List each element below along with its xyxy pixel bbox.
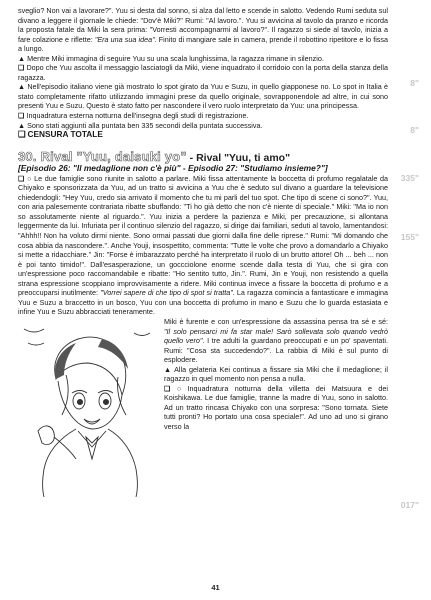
paragraph bbox=[18, 63, 388, 82]
body-text: . La ragazza comincia a fantasticare e immagina Yuu e Suzu a braccetto in un bosco, Yuu con una boccetta di profumo in mano e Suzu che lo guarda estasiata e infine Yuu e Suzu abbracciati teneramente. bbox=[18, 288, 388, 317]
body-text: Alla gelateria Kei continua a fissare sia Miki che il medaglione; il ragazzo in quel momento non pensa a nulla. bbox=[164, 364, 388, 384]
episode-number-title: 30. Rival "Yuu, daisuki yo" bbox=[18, 148, 187, 164]
hollow-circle-icon: ○ bbox=[172, 383, 186, 393]
body-text: Dopo che Yuu ascolta il messaggio lasciatogli da Miki, viene inquadrato il corridoio con la porta della stanza della ragazza. bbox=[18, 63, 388, 82]
black-triangle-icon: ▲ bbox=[18, 120, 26, 130]
paragraph bbox=[18, 54, 388, 64]
timecode-label: 335" bbox=[400, 173, 419, 183]
body-text: Miki è furente e con un'espressione da assassina pensa tra sé e sé: bbox=[164, 316, 388, 326]
body-text: Nell'episodio italiano viene già mostrato lo spot girato da Yuu e Suzu, in quello giapponese no. Lo spot in Italia è stato completamente rifatto utilizzando immagini prese da quello originale, sovrapponendole ad altre, in cui sono presenti Yuu e Suzu. Questo è stato fatto per nascondere il vero ruolo interpretato da Yuu: una principessa. bbox=[18, 82, 388, 111]
miki-illustration bbox=[18, 319, 158, 497]
black-triangle-icon: ▲ bbox=[18, 53, 26, 63]
body-text: Mentre Miki immagina di seguire Yuu su una scala lunghissima, la ragazza rimane in silenzio. bbox=[27, 53, 324, 63]
episode-heading bbox=[18, 148, 388, 174]
italic-quote: "Era una sua idea" bbox=[94, 34, 155, 44]
square-box-icon: ❏ bbox=[18, 63, 25, 73]
hollow-circle-icon: ○ bbox=[26, 173, 33, 183]
anime-illustration bbox=[18, 319, 158, 497]
body-text: sveglio? Non vai a lavorare?". Yuu si desta dal sonno, si alza dal letto e scende in salotto. Vedendo Rumi seduta sul divano a leggere il giornale le chiede: "Dov'è Miki?" Rumi: "Al lavoro.". Yuu si avvicina al tavolo da pranzo e ricorda la proposta fatale da Miki la sera prima: "Vorresti accompagnarmi al lavoro?". Il ragazzo si siede al tavolo, inizia a fare colazione e riflette: bbox=[18, 6, 388, 44]
italic-quote: "Il solo pensarci mi fa star male! Sarò sollevata solo quando vedrò quello vero" bbox=[164, 326, 388, 346]
paragraph bbox=[18, 111, 388, 121]
censura-label bbox=[18, 130, 388, 140]
paragraph bbox=[18, 82, 388, 111]
black-triangle-icon: ▲ bbox=[18, 82, 26, 92]
square-box-icon: ❏ bbox=[164, 383, 171, 393]
text-column bbox=[18, 6, 388, 497]
square-box-icon: ❏ bbox=[18, 111, 25, 121]
paragraph bbox=[18, 6, 388, 54]
body-text: . Finito di mangiare sale in camera, prende il robottino ripetitore e lo fissa a lungo. bbox=[18, 34, 388, 54]
italic-quote: "Vorrei sapere di che tipo di spot si tratta" bbox=[100, 288, 233, 298]
body-text: Inquadratura notturna della villetta dei Matsuura e dei Koishikawa. Le due famiglie, tranne la madre di Yuu, sono in salotto. Ad un tratto rincasa Chiyako con una sorpresa: "Sono tornata. Siete tutti pronti? Ho portato una cosa speciale!". Ad uno ad uno si girano verso la bbox=[164, 383, 389, 431]
timecode-label: 8" bbox=[410, 125, 419, 135]
square-box-icon: ❏ bbox=[18, 129, 26, 140]
timecode-label: 155" bbox=[400, 232, 419, 242]
body-text: Le due famiglie sono riunite in salotto a parlare. Miki fissa attentamente la boccetta di profumo regalatale da Chiyako e sponsorizzata da Yuu, ad un tratto si avvicina a Yuu che è seduto sul divano a guardare la televisione chiedendogli: "Hey Yuu, credo sia arrivato il momento che tu mi parli del tuo spot. Che tipo di scene ci sono?". Yuu, con aria palesemente contrariata ribatte sbuffando: "Ti ho già detto che non c'è niente di speciale." Miki: "Ma io non so assolutamente niente al riguardo.". Yuu inizia a perdere la pazienza e Miki, per precauzione, si allontana leggermente da lui. Infuriata per il continuo silenzio del ragazzo, si dirige dai familiari, seduti al tavolo, lamentandosi: "Ahhh!! Non ha voluto dirmi niente. Sono ormai passati due giorni dalla fine delle riprese." Rumi: "Mi domando che cosa abbia da nascondere.". Anche Youji, insospettito, commenta: "Tutte le volte che provo a domandarlo a Chiyako si mette a ridacchiare." Jin: "Forse è imbarazzato perché ha interpretato il ruolo di un brutto attore! Oh ... beh ... non è poi tanto timido!". Dall'esasperazione, un goccciolone enorme scende dalla testa di Yuu, che si gira con un'espressione poco raccomandabile e ribatte: "Ho sentito tutto, Jin.". Rumi, Jin e Youji, non resistendo a quella strana espressione scoppiano improvvisamente a ridere. Miki continua invece a fissare la boccetta di profumo e a preoccuparsi inutilmente: bbox=[18, 173, 388, 298]
paragraph bbox=[18, 174, 388, 317]
body-text: Sono stati aggiunti alla puntata ben 335 secondi della puntata successiva. bbox=[27, 120, 263, 130]
body-text: . I tre adulti la guardano preoccupati e un po' spaventati. Rumi: "Cosa sta succedendo?". La rabbia di Miki è sul punto di esplodere. bbox=[164, 336, 388, 365]
square-box-icon: ❏ bbox=[18, 173, 25, 183]
page-number: 41 bbox=[211, 583, 220, 592]
timecode-label: 017" bbox=[400, 500, 419, 510]
censura-text: CENSURA TOTALE bbox=[27, 129, 103, 140]
body-text: Inquadratura esterna notturna dell'insegna degli studi di registrazione. bbox=[26, 111, 249, 121]
episode-title: - Rival "Yuu, ti amo" bbox=[186, 151, 291, 164]
episode-subtitle: [Episodio 26: "Il medaglione non c'è più" - Episodio 27: "Studiamo insieme?"] bbox=[18, 163, 328, 174]
black-triangle-icon: ▲ bbox=[164, 364, 173, 374]
timecode-label: 8" bbox=[410, 78, 419, 88]
